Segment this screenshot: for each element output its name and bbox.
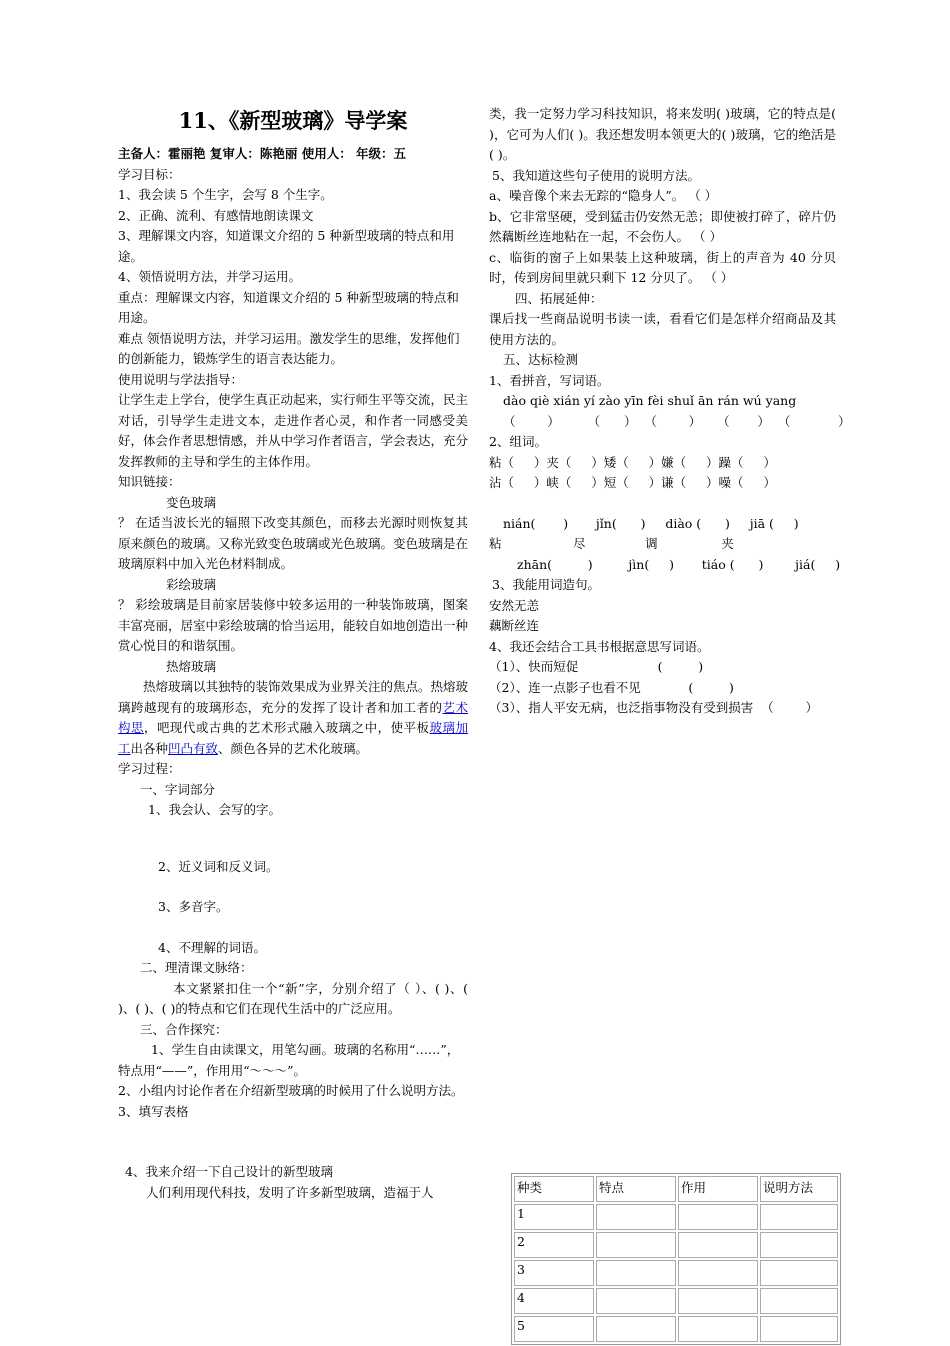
table-header: 作用: [678, 1176, 758, 1202]
goal-item: 2、正确、流利、有感情地朗读课文: [118, 207, 314, 223]
link-heading: 知识链接：: [118, 474, 181, 489]
task: 3、我能用词造句。: [492, 577, 600, 592]
task-item: （2）、连一点影子也看不见 ( ): [489, 679, 734, 695]
section-heading: 三、合作探究：: [140, 1021, 228, 1037]
table-cell[interactable]: [760, 1232, 838, 1258]
row-number: 5: [514, 1316, 594, 1342]
goals-heading: 学习目标：: [118, 166, 181, 182]
word: 安然无恙: [489, 597, 540, 613]
sub-item: 4、不理解的词语。: [158, 939, 266, 955]
section-heading: 四、拓展延伸：: [515, 290, 603, 306]
design-text-cont: 类，我一定努力学习科技知识，将来发明( )玻璃，它的特点是( )，它可为人们( )。我还想发明本领更大的( )玻璃，它的绝活是( )。: [489, 106, 836, 162]
task: 2、组词。: [489, 434, 547, 449]
glass-name: 变色玻璃: [166, 494, 217, 510]
glass-text-part: 热熔玻璃以其独特的装饰效果成为业界关注的焦点。热熔玻璃跨越现有的玻璃形态，充分的发挥了设计者和加工者的: [118, 679, 469, 715]
glass-text-part: 、颜色各异的艺术化玻璃。: [218, 740, 369, 756]
sub-item: 1、我会认、会写的字。: [148, 802, 281, 817]
sub-item: 3、多音字。: [158, 899, 229, 914]
char-line: 粘 尽 调 夹: [489, 536, 734, 551]
glass-text: ？ 在适当波长光的辐照下改变其颜色，而移去光源时则恢复其原来颜色的玻璃。又称光致变色玻璃或光色玻璃。变色玻璃是在玻璃原料中加入光色材料制成。: [118, 515, 469, 571]
left-column: [118, 104, 468, 1203]
table-cell[interactable]: [596, 1316, 676, 1342]
table-cell[interactable]: [760, 1204, 838, 1230]
task: 1、看拼音，写词语。: [489, 372, 610, 388]
glass-text: [118, 677, 468, 759]
glass-processing-link[interactable]: 玻璃加工: [118, 720, 468, 756]
extension-text: 课后找一些商品说明书读一读，看看它们是怎样介绍商品及其使用方法的。: [489, 311, 836, 347]
task: 4、我还会结合工具书根据意思写词语。: [489, 638, 710, 654]
sub-item: 2、小组内讨论作者在介绍新型玻璃的时候用了什么说明方法。: [118, 1083, 464, 1098]
key-point: 重点：理解课文内容，知道课文介绍的 5 种新型玻璃的特点和用途。: [118, 289, 459, 325]
goal-item: 3、理解课文内容，知道课文介绍的 5 种新型玻璃的特点和用途。: [118, 228, 455, 264]
word: 藕断丝连: [489, 618, 540, 633]
glass-text: ？ 彩绘玻璃是目前家居装修中较多运用的一种装饰玻璃，图案丰富亮丽，居室中彩绘玻璃的恰当运用，能较自如地创造出一种赏心悦目的和谐氛围。: [118, 597, 469, 653]
goal-item: 1、我会读 5 个生字，会写 8 个生字。: [118, 187, 333, 202]
right-column: [489, 104, 851, 719]
glass-name: 热熔玻璃: [166, 658, 217, 674]
table-cell[interactable]: [678, 1316, 758, 1342]
table-cell[interactable]: [760, 1260, 838, 1286]
table-cell[interactable]: [678, 1288, 758, 1314]
table-cell[interactable]: [596, 1232, 676, 1258]
usage-heading: 使用说明与学法指导：: [118, 371, 244, 387]
section-heading: 一、字词部分: [140, 781, 216, 797]
glass-text-part: ，吧现代或古典的艺术形式融入玻璃之中，使平板: [143, 720, 430, 735]
usage-text: 让学生走上学台，使学生真正动起来，实行师生平等交流，民主对话，引导学生走进文本，走进作者心灵，和作者一同感受美好，体会作者思想情感，并从中学习作者语言，学会表达，充分发挥教师的主导和学生的主体作用。: [118, 392, 469, 469]
authors-line: 主备人：霍丽艳 复审人：陈艳丽 使用人： 年级：五: [118, 146, 407, 161]
sub-item: 1、学生自由读课文，用笔勾画。玻璃的名称用“……”，特点用“——”，作用用“～～～”。: [118, 1042, 460, 1078]
question-item: c、临街的窗子上如果装上这种玻璃，街上的声音为 40 分贝时，传到房间里就只剩下 12 分贝了。 （ ）: [489, 249, 836, 285]
row-number: 1: [514, 1204, 594, 1230]
difficulty: 难点 领悟说明方法，并学习运用。激发学生的思维，发挥他们的创新能力，锻炼学生的语言表达能力。: [118, 330, 460, 366]
structure-text: 本文紧紧扣住一个“新”字，分别介绍了（ ）、( )、( )、( )、( )的特点和它们在现代生活中的广泛应用。: [118, 980, 468, 1016]
table-row: [514, 1232, 838, 1258]
table-header: 种类: [514, 1176, 594, 1202]
glass-name: 彩绘玻璃: [166, 576, 217, 592]
pinyin-line: nián( ) jǐn( ) diào ( ) jiā ( ): [503, 515, 799, 531]
task-item: （1）、快而短促 ( ): [489, 659, 704, 674]
concave-convex-link[interactable]: 凹凸有致: [168, 740, 219, 756]
pinyin-line: dào qiè xián yí zào yīn fèi shuǐ ān rán wú yang: [503, 393, 797, 408]
design-text: 人们利用现代科技，发明了许多新型玻璃，造福于人: [146, 1184, 434, 1200]
table-cell[interactable]: [760, 1316, 838, 1342]
table-cell[interactable]: [596, 1260, 676, 1286]
pinyin-line: zhān( ) jìn( ) tiáo ( ) jiá( ): [517, 556, 841, 572]
table-row: [514, 1288, 838, 1314]
row-number: 2: [514, 1232, 594, 1258]
table-header-row: [514, 1176, 838, 1202]
word-group-line: 沾（ ）峡（ ）短（ ）谦（ ）噪（ ）: [489, 475, 776, 490]
row-number: 4: [514, 1288, 594, 1314]
row-number: 3: [514, 1260, 594, 1286]
sub-item: 2、近义词和反义词。: [158, 858, 279, 874]
table-row: [514, 1316, 838, 1342]
question-item: b、它非常坚硬，受到猛击仍安然无恙；即使被打碎了，碎片仍然藕断丝连地粘在一起，不会伤人。 （ ）: [489, 208, 836, 244]
blank-line: （ ） （ ） （ ） （ ） （ ）: [503, 413, 851, 429]
table-cell[interactable]: [596, 1204, 676, 1230]
table-row: [514, 1204, 838, 1230]
table-cell[interactable]: [596, 1288, 676, 1314]
art-concept-link[interactable]: 艺术构思: [118, 699, 468, 735]
table-cell[interactable]: [678, 1232, 758, 1258]
process-heading: 学习过程：: [118, 761, 181, 776]
question: 5、我知道这些句子使用的说明方法。: [492, 167, 700, 183]
sub-item: 3、填写表格: [118, 1103, 189, 1119]
word-group-line: 粘（ ）夹（ ）矮（ ）嫌（ ）躁（ ）: [489, 454, 776, 470]
table-header: 特点: [596, 1176, 676, 1202]
section-heading: 五、达标检测: [503, 352, 579, 367]
page-title: 11、《新型玻璃》导学案: [178, 108, 408, 133]
question-item: a、噪音像个来去无踪的“隐身人”。 （ ）: [489, 188, 718, 203]
glass-table: [511, 1173, 841, 1345]
section-heading: 二、理清课文脉络：: [140, 960, 253, 975]
table-cell[interactable]: [678, 1260, 758, 1286]
table-cell[interactable]: [760, 1288, 838, 1314]
glass-text-part: 出各种: [130, 740, 169, 756]
table-cell[interactable]: [678, 1204, 758, 1230]
task-item: （3）、指人平安无病，也泛指事物没有受到损害 （ ）: [489, 700, 818, 715]
sub-item: 4、我来介绍一下自己设计的新型玻璃: [125, 1164, 333, 1179]
table-header: 说明方法: [760, 1176, 838, 1202]
table-row: [514, 1260, 838, 1286]
goal-item: 4、领悟说明方法，并学习运用。: [118, 269, 301, 284]
